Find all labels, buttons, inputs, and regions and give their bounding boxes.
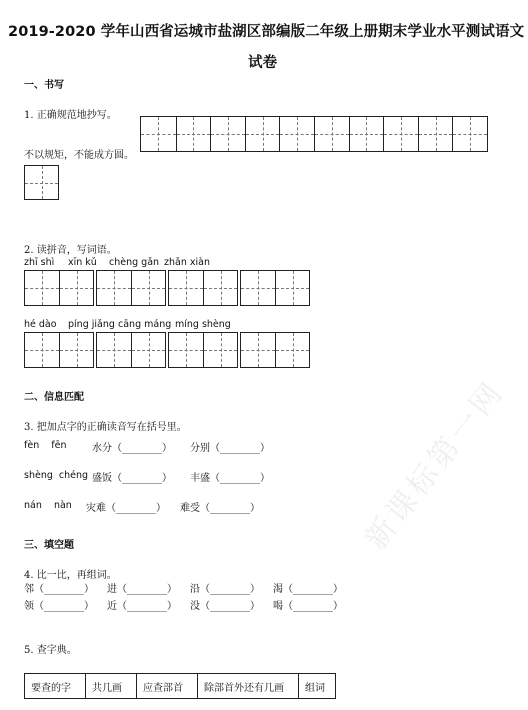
table-header-cell: 要查的字 — [25, 674, 86, 699]
section-heading-matching: 二、信息匹配 — [24, 392, 84, 403]
q3-item: 盛饭（________） — [92, 473, 172, 484]
pinyin-label: zhǎn xiàn — [164, 257, 210, 268]
grid-cell[interactable] — [418, 117, 453, 151]
pinyin-label: píng jiǎng — [68, 319, 115, 330]
q3-item: 难受（________） — [180, 503, 260, 514]
q1-grid-row2[interactable] — [24, 165, 59, 200]
table-header-cell: 共几画 — [86, 674, 137, 699]
pinyin-label: xīn kǔ — [68, 257, 97, 268]
q3-pinyin: nán nàn — [24, 500, 72, 511]
pinyin-label: hé dào — [24, 319, 57, 330]
grid-cell[interactable] — [452, 117, 487, 151]
word-grid[interactable] — [24, 270, 94, 306]
pinyin-label: cāng máng — [118, 319, 172, 330]
q3-pinyin: fèn fēn — [24, 440, 67, 451]
q4-item: 近（________） — [107, 601, 177, 612]
q5-prompt: 5. 查字典。 — [24, 645, 77, 656]
word-grid[interactable] — [168, 270, 238, 306]
pinyin-label: chèng gǎn — [109, 257, 160, 268]
dictionary-table — [24, 673, 336, 699]
pinyin-label: zhī shì — [24, 257, 55, 268]
q4-item: 邻（________） — [24, 584, 94, 595]
q4-item: 进（________） — [107, 584, 177, 595]
grid-cell[interactable] — [210, 117, 245, 151]
word-grid[interactable] — [240, 270, 310, 306]
table-header-cell: 除部首外还有几画 — [198, 674, 299, 699]
grid-cell[interactable] — [383, 117, 418, 151]
grid-cell[interactable] — [176, 117, 211, 151]
section-heading-fill: 三、填空题 — [24, 540, 74, 551]
q4-item: 领（________） — [24, 601, 94, 612]
q3-item: 丰盛（________） — [190, 473, 270, 484]
q3-item: 分别（________） — [190, 443, 270, 454]
table-header-cell: 应查部首 — [137, 674, 198, 699]
grid-cell[interactable] — [245, 117, 280, 151]
word-grid[interactable] — [168, 332, 238, 368]
table-header-cell: 组词 — [299, 674, 336, 699]
q1-text: 不以规矩，不能成方圆。 — [24, 150, 134, 161]
table-row — [25, 674, 336, 699]
document-title-line2: 试卷 — [248, 55, 278, 71]
q3-item: 灾难（________） — [86, 503, 166, 514]
q4-item: 喝（________） — [273, 601, 343, 612]
word-grid[interactable] — [96, 332, 166, 368]
q4-prompt: 4. 比一比，再组词。 — [24, 570, 117, 581]
pinyin-label: míng shèng — [175, 319, 231, 330]
grid-cell[interactable] — [25, 166, 58, 199]
q4-item: 渴（________） — [273, 584, 343, 595]
grid-cell[interactable] — [349, 117, 384, 151]
q3-prompt: 3. 把加点字的正确读音写在括号里。 — [24, 422, 187, 433]
watermark: 新课标第一网 — [358, 374, 512, 557]
section-heading-writing: 一、书写 — [24, 80, 64, 91]
q3-pinyin: shèng chéng — [24, 470, 89, 481]
q3-item: 水分（________） — [92, 443, 172, 454]
word-grid[interactable] — [24, 332, 94, 368]
q4-item: 沿（________） — [190, 584, 260, 595]
document-title: 2019-2020 学年山西省运城市盐湖区部编版二年级上册期末学业水平测试语文 — [8, 24, 525, 40]
q1-grid-row1[interactable] — [140, 116, 488, 152]
word-grid[interactable] — [240, 332, 310, 368]
q4-item: 没（________） — [190, 601, 260, 612]
word-grid[interactable] — [96, 270, 166, 306]
grid-cell[interactable] — [279, 117, 314, 151]
grid-cell[interactable] — [141, 117, 176, 151]
grid-cell[interactable] — [314, 117, 349, 151]
q1-prompt: 1. 正确规范地抄写。 — [24, 110, 117, 121]
q2-prompt: 2. 读拼音，写词语。 — [24, 245, 117, 256]
